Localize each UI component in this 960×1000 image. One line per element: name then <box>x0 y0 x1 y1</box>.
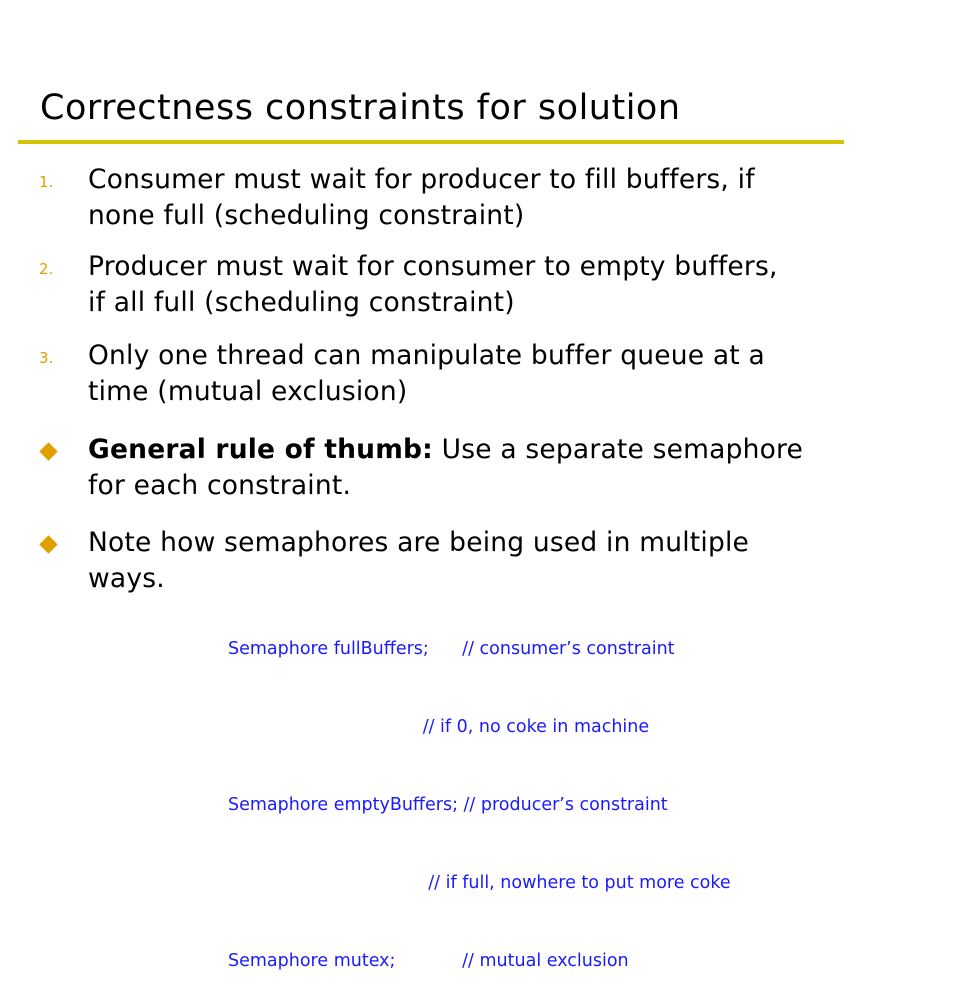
diamond-bullet-icon <box>39 442 57 460</box>
list-item-1-line2: none full (scheduling constraint) <box>88 200 525 231</box>
bullet-item-1 <box>88 432 928 504</box>
slide-title: Correctness constraints for solution <box>40 88 681 128</box>
list-number-3: 3. <box>39 349 54 367</box>
code-line-1: Semaphore fullBuffers; // consumer’s constraint <box>228 639 675 659</box>
semaphore-code-block <box>228 584 731 1000</box>
code-line-3: Semaphore emptyBuffers; // producer’s constraint <box>228 795 668 815</box>
bullet-item-2-line2: ways. <box>88 563 165 594</box>
bullet-item-2-line1: Note how semaphores are being used in multiple <box>88 527 750 558</box>
code-line-2: // if 0, no coke in machine <box>228 717 650 737</box>
list-number-1: 1. <box>39 173 54 191</box>
bullet-item-1-text: Use a separate semaphore <box>432 434 804 465</box>
list-item-3 <box>88 338 928 410</box>
list-item-3-line1: Only one thread can manipulate buffer queue at a <box>88 340 765 371</box>
code-line-4: // if full, nowhere to put more coke <box>228 873 731 893</box>
bullet-item-1-bold: General rule of thumb: <box>88 434 433 465</box>
code-line-5: Semaphore mutex; // mutual exclusion <box>228 951 629 971</box>
bullet-item-1-line1 <box>88 432 928 468</box>
bullet-item-1-line2: for each constraint. <box>88 470 352 501</box>
diamond-bullet-icon <box>39 535 57 553</box>
title-underline <box>18 140 844 144</box>
list-item-2-line1: Producer must wait for consumer to empty buffers, <box>88 251 778 282</box>
list-item-2-line2: if all full (scheduling constraint) <box>88 287 515 318</box>
list-number-2: 2. <box>39 260 54 278</box>
list-item-1 <box>88 162 928 234</box>
list-item-3-line2: time (mutual exclusion) <box>88 376 408 407</box>
list-item-2 <box>88 249 928 321</box>
list-item-1-line1: Consumer must wait for producer to fill buffers, if <box>88 164 755 195</box>
